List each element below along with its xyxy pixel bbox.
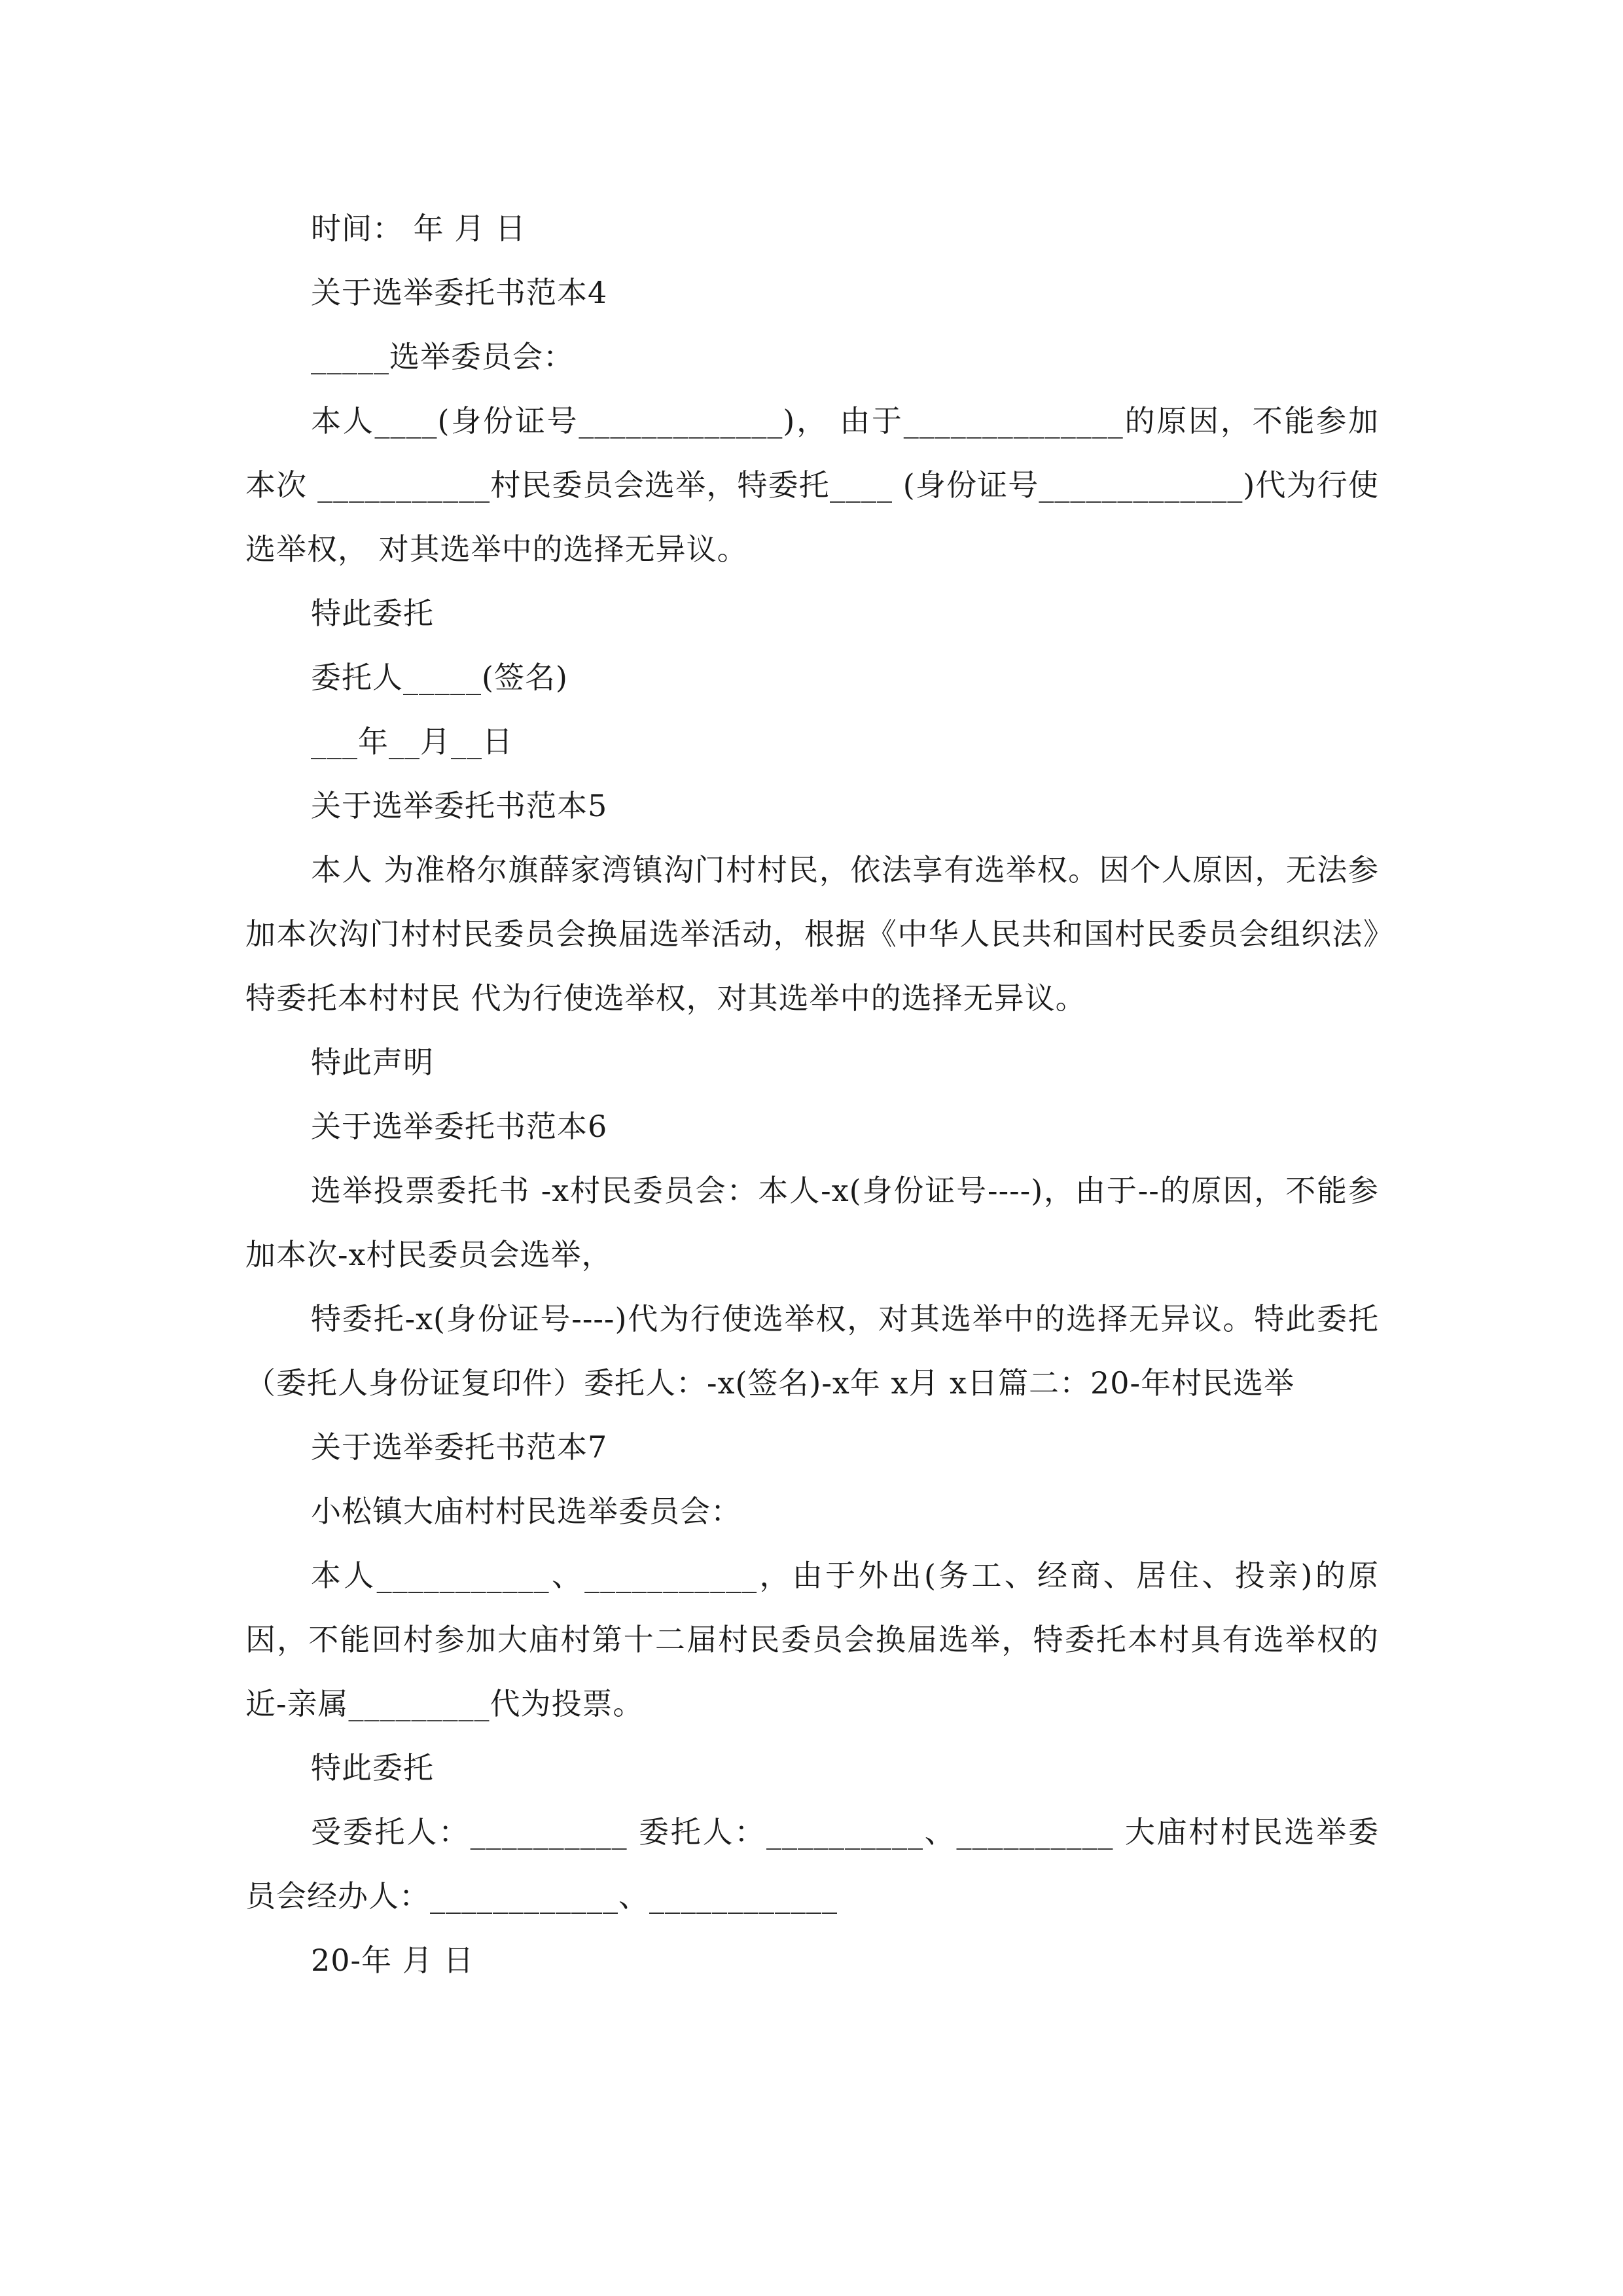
signatories-line: 受委托人：__________ 委托人：__________、__________ 大庙村村民选举委员会经办人：____________、____________ <box>245 1814 1379 1914</box>
section-heading-5: 关于选举委托书范本5 <box>311 788 608 823</box>
addressee-line-7: 小松镇大庙村村民选举委员会： <box>311 1494 741 1529</box>
declaration-closing: 特此声明 <box>311 1045 434 1080</box>
final-date-line: 20-年 月 日 <box>311 1943 474 1978</box>
section-heading-7: 关于选举委托书范本7 <box>311 1429 608 1465</box>
signature-date-line: ___年__月__日 <box>311 724 513 759</box>
entrust-closing: 特此委托 <box>311 596 434 631</box>
paragraph-entrust-4: 本人____(身份证号_____________)， 由于______________的原因，不能参加本次 ___________村民委员会选举，特委托____ (身份证号_____________)代为行使选举权， 对其选举中的选择无异议。 <box>245 403 1379 567</box>
document-body <box>245 196 1379 1992</box>
paragraph-entrust-5: 本人 为准格尔旗薛家湾镇沟门村村民，依法享有选举权。因个人原因，无法参加本次沟门村村民委员会换届选举活动，根据《中华人民共和国村民委员会组织法》特委托本村村民 代为行使选举权，对其选举中的选择无异议。 <box>245 852 1379 1016</box>
addressee-line: _____选举委员会： <box>311 339 574 374</box>
date-line: 时间： 年 月 日 <box>311 211 526 246</box>
entrust-closing-7: 特此委托 <box>311 1750 434 1785</box>
paragraph-entrust-7: 本人___________、___________，由于外出(务工、经商、居住、投亲)的原因，不能回村参加大庙村第十二届村民委员会换届选举，特委托本村具有选举权的近-亲属_________代为投票。 <box>245 1558 1379 1721</box>
section-heading-6: 关于选举委托书范本6 <box>311 1109 608 1144</box>
signature-line: 委托人_____(签名) <box>311 660 568 695</box>
section-heading-4: 关于选举委托书范本4 <box>311 275 608 310</box>
paragraph-entrust-6a: 选举投票委托书 -x村民委员会：本人-x(身份证号----)，由于--的原因，不能参加本次-x村民委员会选举， <box>245 1173 1379 1272</box>
paragraph-entrust-6b: 特委托-x(身份证号----)代为行使选举权，对其选举中的选择无异议。特此委托（委托人身份证复印件）委托人：-x(签名)-x年 x月 x日篇二：20-年村民选举 <box>245 1301 1379 1401</box>
